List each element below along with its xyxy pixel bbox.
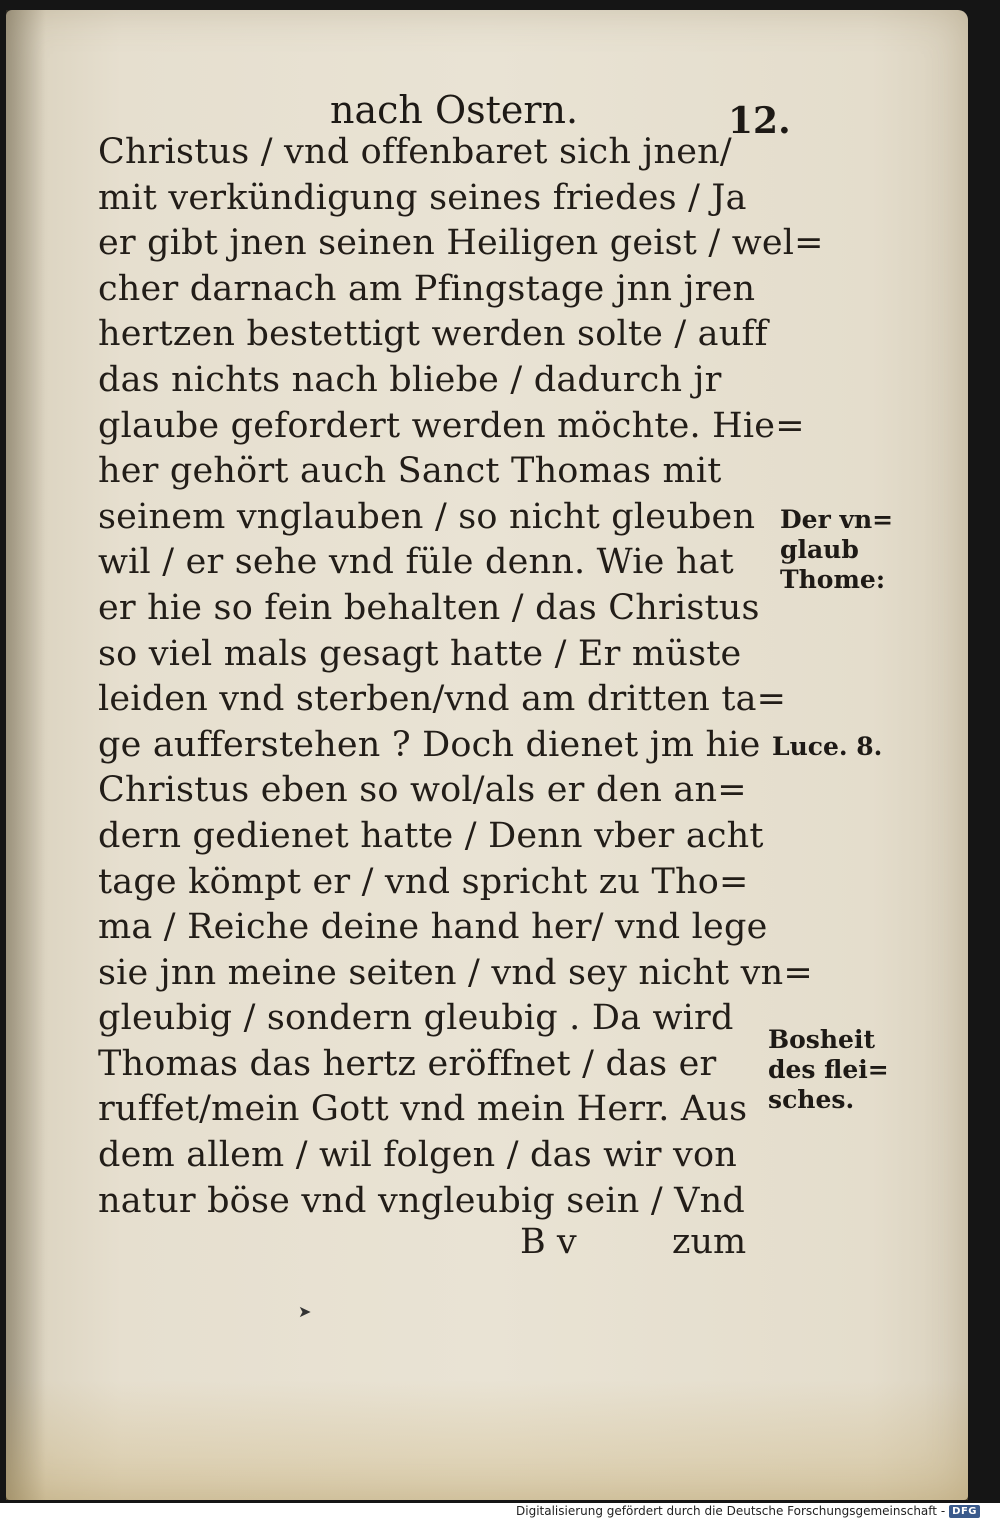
dfg-logo-icon: DFG [949,1505,980,1518]
text-line: seinem vnglauben / so nicht gleuben [98,496,756,537]
text-line: cher darnach am Pfingstage jnn jren [98,268,756,309]
text-line: Christus / vnd offenbaret sich jnen/ [98,132,732,172]
text-line: ma / Reiche deine hand her/ vnd lege [98,907,768,948]
gutter-shadow [6,10,46,1500]
text-line: er gibt jnen seinen Heiligen geist / wel= [98,223,824,264]
marginal-note-line: des flei= [768,1055,889,1084]
marginal-note-line: glaub [780,535,859,564]
text-line: gleubig / sondern gleubig . Da wird [98,998,734,1039]
folio-number: 12. [728,100,791,142]
text-line: dem allem / wil folgen / das wir von [98,1135,737,1176]
text-line: ruffet/mein Gott vnd mein Herr. Aus [98,1089,748,1130]
signature-mark: B v [520,1222,577,1262]
text-line: hertzen bestettigt werden solte / auff [98,314,768,355]
marginal-note-unbelief [780,505,893,595]
text-line: sie jnn meine seiten / vnd sey nicht vn= [98,952,813,993]
text-line: das nichts nach bliebe / dadurch jr [98,359,722,400]
text-line: tage kömpt er / vnd spricht zu Tho= [98,861,749,902]
text-line: her gehört auch Sanct Thomas mit [98,451,722,492]
marginal-note-luke [772,732,882,762]
text-line: ge aufferstehen ? Doch dienet jm hie [98,724,761,765]
text-line: leiden vnd sterben/vnd am dritten ta= [98,679,787,720]
marginal-note-line: Luce. 8. [772,732,883,761]
text-line: so viel mals gesagt hatte / Er müste [98,633,742,674]
marginal-note-line: Der vn= [780,505,894,534]
page-mark: ➤ [298,1302,312,1321]
page-stain [6,1380,968,1500]
text-line: natur böse vnd vngleubig sein / Vnd [98,1180,745,1221]
text-line: Christus eben so wol/als er den an= [98,770,747,811]
text-line: er hie so fein behalten / das Christus [98,587,760,628]
text-line: mit verkündigung seines friedes / Ja [98,177,747,218]
digitization-footer [516,1501,980,1521]
marginal-note-line: sches. [768,1085,855,1114]
text-line: dern gedienet hatte / Denn vber acht [98,815,764,856]
running-header: nach Ostern. [330,88,579,132]
marginal-note-line: Bosheit [768,1025,876,1054]
text-line: wil / er sehe vnd füle denn. Wie hat [98,542,734,583]
marginal-note-malice [768,1025,889,1115]
text-line: Thomas das hertz eröffnet / das er [98,1043,717,1084]
text-line: glaube gefordert werden möchte. Hie= [98,405,805,446]
marginal-note-line: Thome: [780,565,886,594]
footer-text: Digitalisierung gefördert durch die Deutsche Forschungsgemeinschaft - [516,1504,946,1518]
catchword: zum [672,1222,747,1262]
